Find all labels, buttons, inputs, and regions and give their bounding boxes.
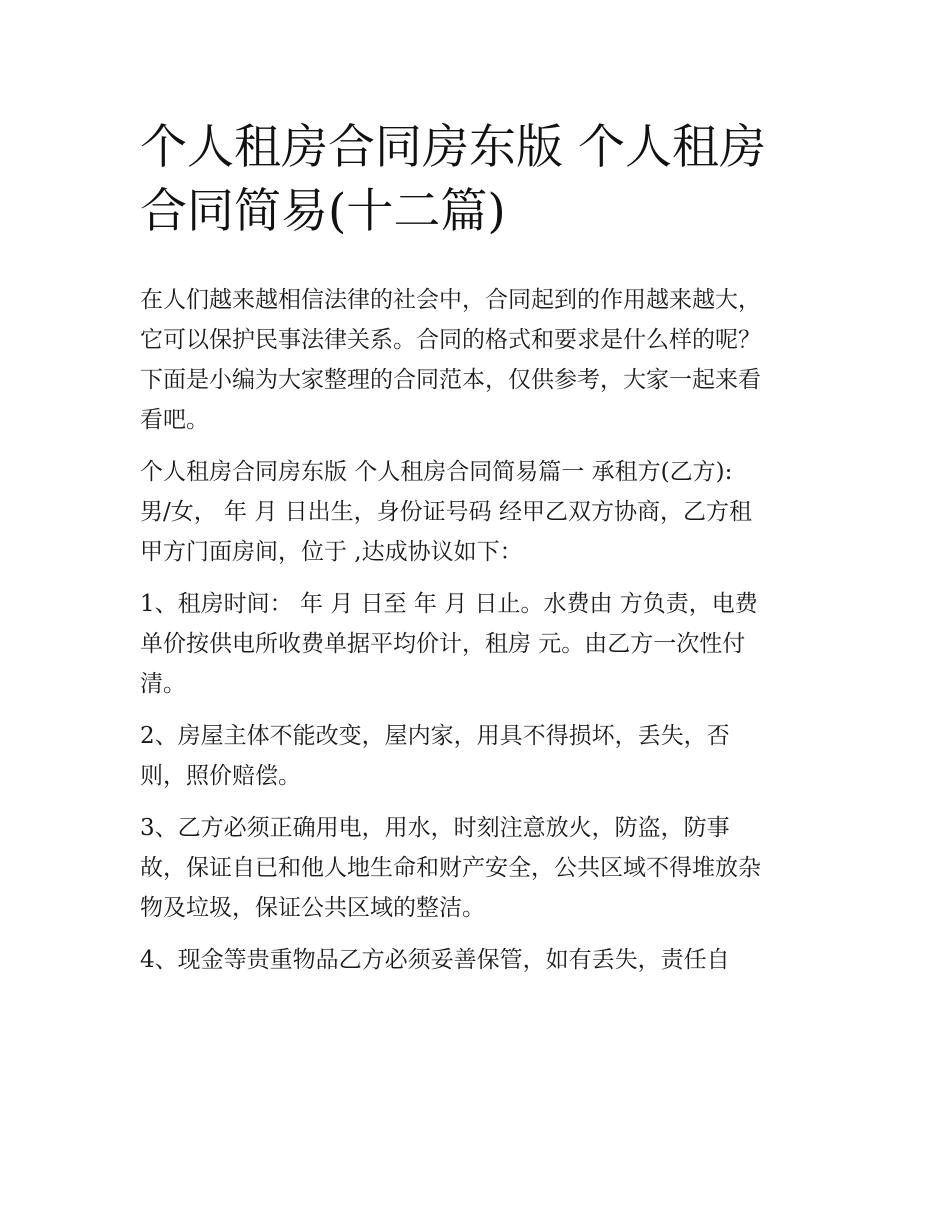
text-line: 4、现金等贵重物品乙方必须妥善保管，如有丢失，责任自 xyxy=(140,947,730,973)
text-line: 在人们越来越相信法律的社会中，合同起到的作用越来越大， xyxy=(140,287,761,313)
text-line: 物及垃圾，保证公共区域的整洁。 xyxy=(140,895,485,921)
text-line: 故，保证自已和他人地生命和财产安全，公共区域不得堆放杂 xyxy=(140,855,761,881)
clause-3 xyxy=(140,808,820,928)
text-line: 单价按供电所收费单据平均价计，租房 元。由乙方一次性付 xyxy=(140,631,746,657)
text-line: 清。 xyxy=(140,671,186,697)
text-line: 3、乙方必须正确用电，用水，时刻注意放火，防盗，防事 xyxy=(140,815,730,841)
document-body xyxy=(140,280,820,980)
text-line: 个人租房合同房东版 个人租房合同简易篇一 承租方(乙方): xyxy=(140,459,733,485)
text-line: 男/女， 年 月 日出生，身份证号码 经甲乙双方协商，乙方租 xyxy=(140,499,752,525)
text-line: 2、房屋主体不能改变，屋内家，用具不得损坏，丢失，否 xyxy=(140,723,730,749)
paragraph-parties xyxy=(140,452,820,572)
title-line: 个人租房合同房东版 个人租房 xyxy=(140,120,766,175)
paragraph-intro xyxy=(140,280,820,440)
title-line: 合同简易(十二篇) xyxy=(140,184,506,239)
clause-2 xyxy=(140,716,820,796)
text-line: 看吧。 xyxy=(140,407,209,433)
document-title xyxy=(140,116,820,244)
clause-1 xyxy=(140,584,820,704)
clause-4 xyxy=(140,940,820,980)
text-line: 它可以保护民事法律关系。合同的格式和要求是什么样的呢？ xyxy=(140,327,761,353)
text-line: 甲方门面房间，位于 ,达成协议如下： xyxy=(140,539,523,565)
text-line: 则，照价赔偿。 xyxy=(140,763,301,789)
text-line: 1、租房时间： 年 月 日至 年 月 日止。水费由 方负责，电费 xyxy=(140,591,758,617)
text-line: 下面是小编为大家整理的合同范本，仅供参考，大家一起来看 xyxy=(140,367,761,393)
